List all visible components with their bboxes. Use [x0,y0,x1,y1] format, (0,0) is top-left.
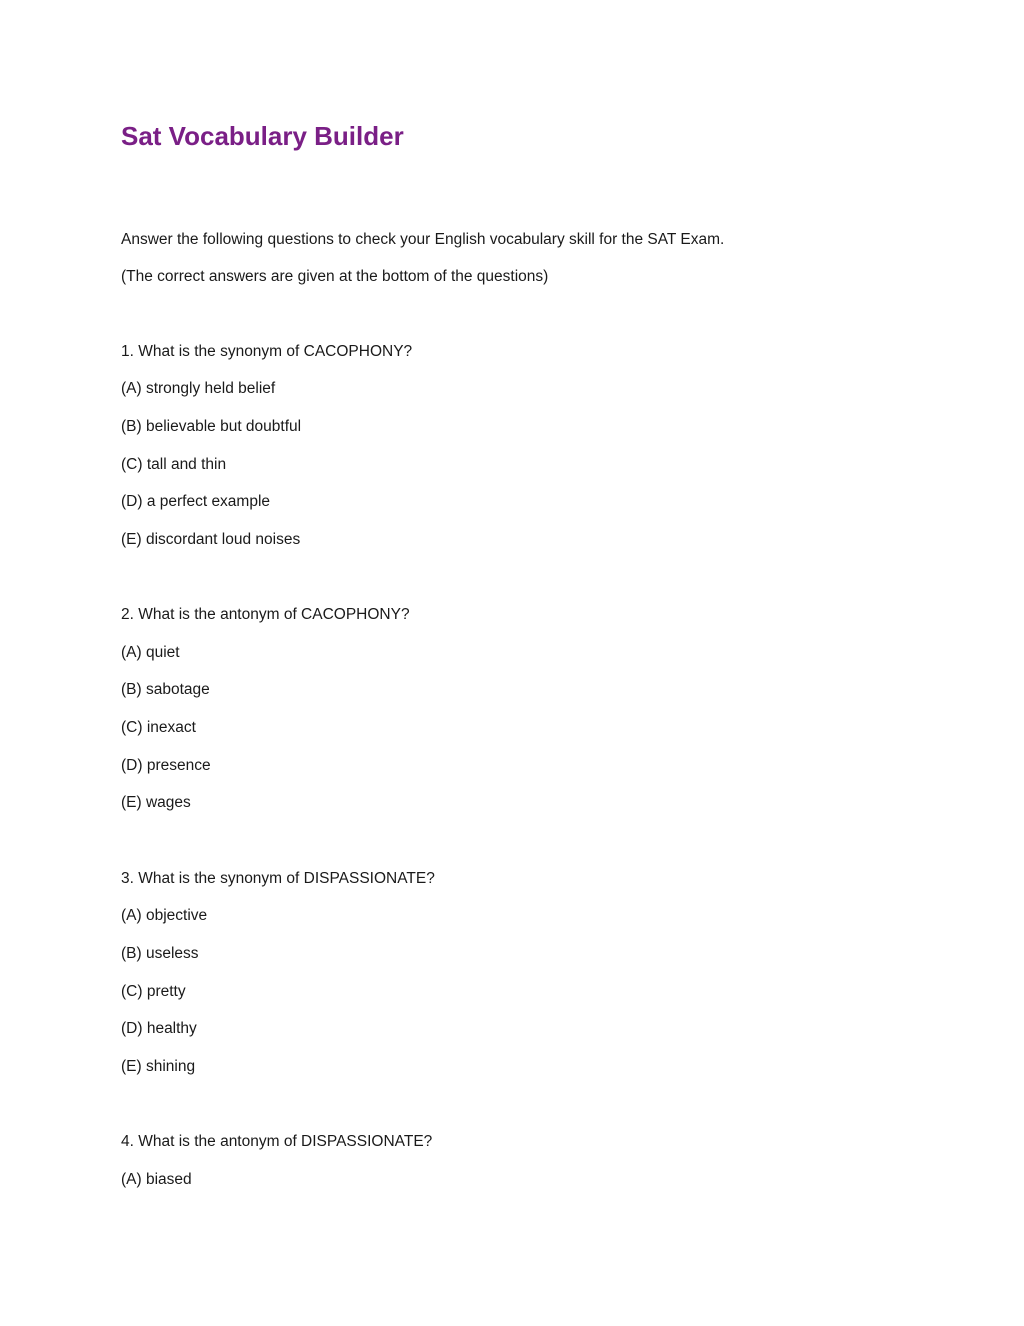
intro-text: Answer the following questions to check your English vocabulary skill for the SAT Exam. [121,231,725,248]
question-1-option-d: (D) a perfect example [121,493,271,510]
question-3-option-a: (A) objective [121,907,208,924]
question-2-option-c: (C) inexact [121,719,196,736]
question-3-option-b: (B) useless [121,945,199,962]
question-3-prompt: 3. What is the synonym of DISPASSIONATE? [121,870,435,887]
question-1-option-a: (A) strongly held belief [121,380,276,397]
question-2-prompt: 2. What is the antonym of CACOPHONY? [121,606,410,623]
question-1-option-e: (E) discordant loud noises [121,531,301,548]
question-1-prompt: 1. What is the synonym of CACOPHONY? [121,343,413,360]
question-4-prompt: 4. What is the antonym of DISPASSIONATE? [121,1133,433,1150]
question-3-option-e: (E) shining [121,1058,196,1075]
question-3-option-c: (C) pretty [121,983,186,1000]
question-1-option-c: (C) tall and thin [121,456,227,473]
question-2-option-d: (D) presence [121,757,211,774]
question-3-option-d: (D) healthy [121,1020,197,1037]
question-2-option-b: (B) sabotage [121,681,210,698]
question-4-option-a: (A) biased [121,1171,192,1188]
question-2-option-a: (A) quiet [121,644,180,661]
answers-note: (The correct answers are given at the bottom of the questions) [121,268,549,285]
question-2-option-e: (E) wages [121,794,191,811]
question-1-option-b: (B) believable but doubtful [121,418,302,435]
page-title: Sat Vocabulary Builder [121,121,404,151]
